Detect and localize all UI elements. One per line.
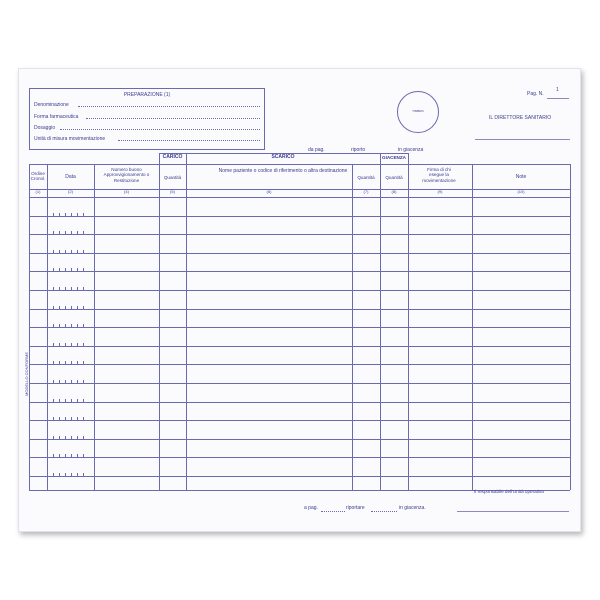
date-tick — [77, 213, 78, 216]
date-tick — [65, 361, 66, 364]
date-tick — [77, 436, 78, 439]
responsible-label: Il responsabile dell'Unità operativa — [474, 489, 544, 494]
date-tick — [77, 399, 78, 402]
date-tick — [53, 361, 54, 364]
date-tick — [59, 287, 60, 290]
date-tick — [83, 306, 84, 309]
date-tick — [83, 250, 84, 253]
table-row-rule — [29, 457, 570, 458]
colnum-6: (6) — [266, 189, 272, 194]
date-tick — [77, 343, 78, 346]
date-tick — [59, 343, 60, 346]
footer-stock-label: in giacenza. — [399, 505, 426, 511]
date-tick — [71, 380, 72, 383]
date-tick — [71, 306, 72, 309]
group-carico: CARICO — [162, 154, 183, 160]
field-label: Unità di misura movimentazione — [34, 136, 106, 142]
date-tick — [59, 306, 60, 309]
table-row-rule — [29, 383, 570, 384]
carry-label: riporto — [351, 147, 366, 153]
date-tick — [65, 380, 66, 383]
field-label: Denominazione — [34, 102, 69, 108]
field-label: Forma farmaceutica — [34, 114, 79, 120]
header-numero-buono: Numero buono Approvvigionamento o Restituzione — [103, 167, 150, 183]
field-unita-misura[interactable] — [34, 135, 260, 142]
date-tick — [65, 399, 66, 402]
date-tick — [71, 361, 72, 364]
table-rule-header-bottom — [29, 189, 570, 190]
colnum-2: (2) — [68, 189, 73, 194]
date-tick — [65, 306, 66, 309]
footer-from-label: a pag. — [304, 505, 318, 511]
date-tick — [71, 250, 72, 253]
colnum-4: (4) — [124, 189, 129, 194]
date-tick — [83, 436, 84, 439]
table-rule-colnum-bottom — [29, 197, 570, 198]
carry-stock-label: in giacenza — [398, 147, 424, 153]
date-tick — [53, 287, 54, 290]
date-tick — [83, 473, 84, 476]
date-tick — [65, 250, 66, 253]
table-row-rule — [29, 402, 570, 403]
header-quantita-carico: Quantità — [163, 175, 182, 180]
table-row-rule — [29, 364, 570, 365]
stamp-circle — [397, 91, 439, 133]
date-tick — [77, 324, 78, 327]
date-tick — [59, 399, 60, 402]
colnum-5: (5) — [170, 189, 175, 194]
date-tick — [83, 454, 84, 457]
date-tick — [77, 473, 78, 476]
date-tick — [65, 213, 66, 216]
date-tick — [77, 417, 78, 420]
preparation-box — [29, 88, 265, 150]
colnum-7: (7) — [363, 189, 369, 194]
date-tick — [77, 268, 78, 271]
page-number: 1 — [556, 87, 559, 93]
table-row-rule — [29, 346, 570, 347]
date-tick — [59, 231, 60, 234]
date-tick — [65, 287, 66, 290]
director-signature-line[interactable] — [475, 139, 570, 140]
date-tick — [83, 287, 84, 290]
table-row-rule — [29, 327, 570, 328]
date-tick — [65, 473, 66, 476]
date-tick — [77, 287, 78, 290]
date-tick — [59, 417, 60, 420]
date-tick — [53, 380, 54, 383]
date-tick — [83, 380, 84, 383]
register-sheet — [18, 68, 581, 532]
field-dotted-line — [86, 118, 260, 119]
date-tick — [53, 454, 54, 457]
table-row-rule — [29, 476, 570, 477]
header-ordine-cronol: Ordine Cronol. — [30, 171, 46, 182]
date-tick — [71, 231, 72, 234]
date-tick — [59, 250, 60, 253]
date-tick — [65, 343, 66, 346]
table-row-rule — [29, 420, 570, 421]
date-tick — [53, 343, 54, 346]
table-row-rule — [29, 309, 570, 310]
date-tick — [71, 343, 72, 346]
page-label: Pag. N. — [527, 91, 544, 97]
table-row-rule — [29, 290, 570, 291]
date-tick — [71, 473, 72, 476]
date-tick — [71, 417, 72, 420]
colnum-8: (8) — [391, 189, 397, 194]
field-forma-farmaceutica[interactable] — [34, 113, 260, 120]
date-tick — [53, 473, 54, 476]
date-tick — [77, 250, 78, 253]
header-note: Note — [515, 174, 527, 180]
header-data: Data — [65, 174, 76, 180]
table-row-rule — [29, 271, 570, 272]
date-tick — [83, 361, 84, 364]
page-number-line — [547, 98, 569, 99]
date-tick — [53, 231, 54, 234]
field-denominazione[interactable] — [34, 101, 260, 108]
date-tick — [59, 436, 60, 439]
date-tick — [53, 250, 54, 253]
register-table — [29, 153, 570, 490]
date-tick — [53, 436, 54, 439]
field-label: Dosaggio — [34, 125, 56, 131]
date-tick — [59, 361, 60, 364]
date-tick — [71, 454, 72, 457]
table-row-rule — [29, 253, 570, 254]
date-tick — [77, 361, 78, 364]
date-tick — [83, 343, 84, 346]
date-tick — [71, 213, 72, 216]
header-firma: Firma di chi esegue la movimentazione — [422, 167, 456, 183]
director-label: IL DIRETTORE SANITARIO — [489, 115, 552, 121]
date-tick — [53, 399, 54, 402]
footer-carry-label: riportare — [346, 505, 365, 511]
date-tick — [71, 324, 72, 327]
date-tick — [53, 417, 54, 420]
group-giacenza: GIACENZA — [382, 155, 406, 160]
date-tick — [83, 231, 84, 234]
table-col-rule — [570, 164, 571, 490]
header-nome-paziente: Nome paziente o codice di riferimento o altra destinazione — [218, 168, 348, 174]
date-tick — [65, 268, 66, 271]
field-dotted-line — [118, 140, 260, 141]
date-tick — [71, 287, 72, 290]
date-tick — [65, 324, 66, 327]
field-dosaggio[interactable] — [34, 124, 260, 131]
colnum-10: (10) — [517, 189, 525, 194]
date-tick — [83, 268, 84, 271]
responsible-signature-line[interactable] — [457, 511, 569, 512]
date-tick — [77, 380, 78, 383]
field-dotted-line — [60, 129, 260, 130]
side-label: MODELLO CONFORME — [24, 351, 29, 396]
date-tick — [65, 417, 66, 420]
date-tick — [77, 306, 78, 309]
date-tick — [53, 268, 54, 271]
date-tick — [65, 231, 66, 234]
date-tick — [53, 213, 54, 216]
date-tick — [53, 306, 54, 309]
date-tick — [77, 454, 78, 457]
table-rule-top — [29, 164, 570, 165]
table-rule-group-top — [159, 153, 408, 154]
table-row-rule — [29, 234, 570, 235]
carry-from-label: da pag. — [308, 147, 325, 153]
field-dotted-line — [78, 106, 260, 107]
header-quantita-giacenza: Quantità — [385, 175, 403, 180]
preparation-title: PREPARAZIONE (1) — [123, 92, 171, 98]
date-tick — [71, 436, 72, 439]
date-tick — [59, 213, 60, 216]
date-tick — [59, 268, 60, 271]
date-tick — [71, 268, 72, 271]
date-tick — [83, 324, 84, 327]
stamp-label: TIMBRO — [412, 109, 424, 113]
group-scarico: SCARICO — [271, 154, 295, 160]
table-row-rule — [29, 216, 570, 217]
date-tick — [83, 417, 84, 420]
date-tick — [83, 399, 84, 402]
colnum-1: (1) — [35, 189, 41, 194]
date-tick — [59, 324, 60, 327]
footer-carry-field[interactable] — [371, 511, 397, 512]
colnum-9: (9) — [437, 189, 443, 194]
date-tick — [59, 454, 60, 457]
header-quantita-scarico: Quantità — [357, 175, 375, 180]
date-tick — [53, 324, 54, 327]
date-tick — [71, 399, 72, 402]
date-tick — [65, 454, 66, 457]
date-tick — [77, 231, 78, 234]
footer-from-field[interactable] — [321, 511, 345, 512]
date-tick — [83, 213, 84, 216]
table-row-rule — [29, 439, 570, 440]
date-tick — [59, 380, 60, 383]
date-tick — [59, 473, 60, 476]
date-tick — [65, 436, 66, 439]
